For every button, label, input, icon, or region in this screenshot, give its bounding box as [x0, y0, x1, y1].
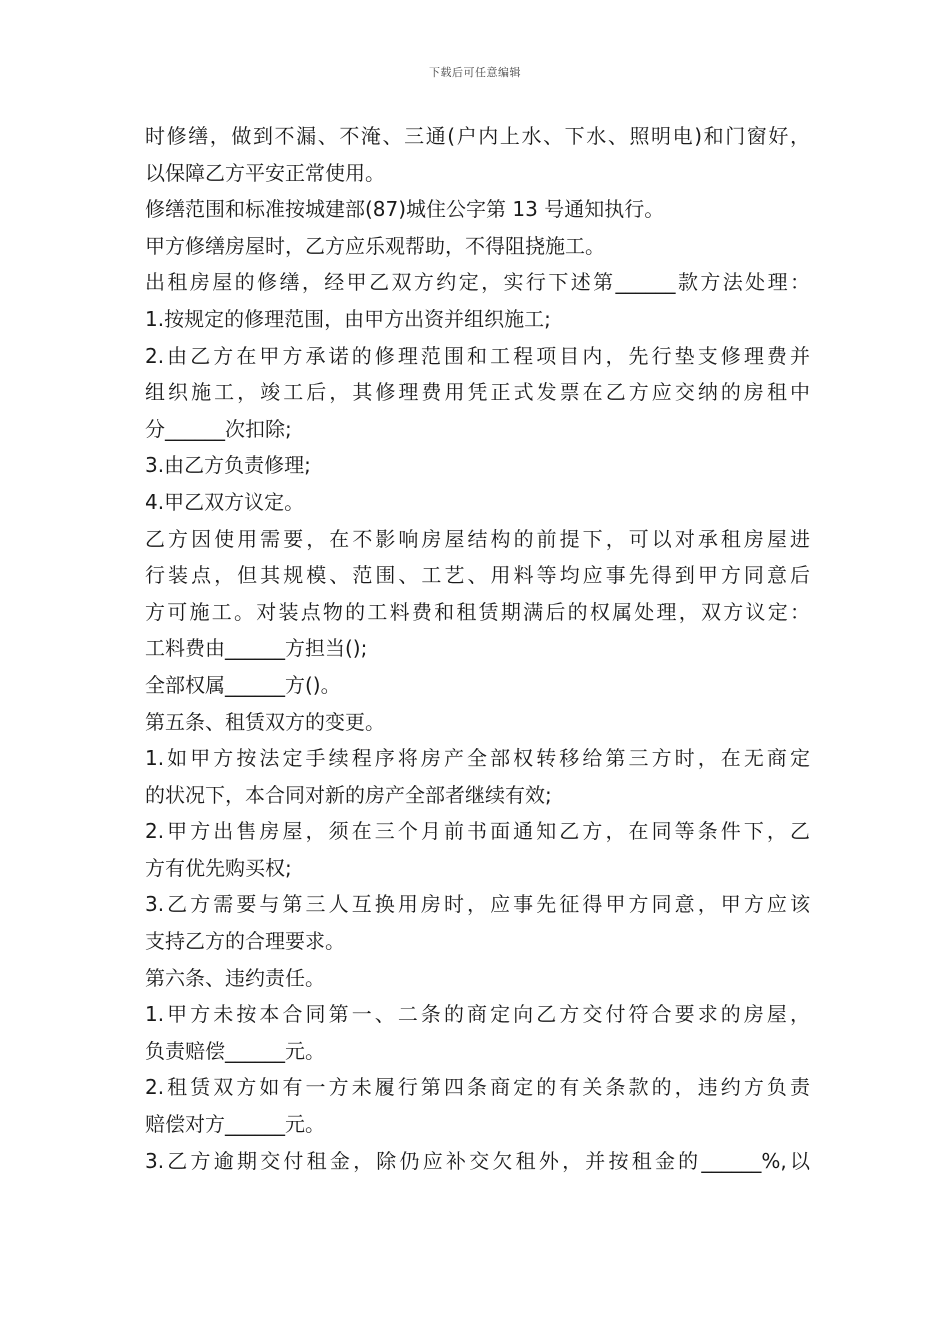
text-line: 以保障乙方平安正常使用。 — [145, 160, 385, 185]
text-line: 时修缮，做到不漏、不淹、三通(户内上水、下水、照明电)和门窗好， — [145, 124, 810, 148]
text-line: 3.由乙方负责修理; — [145, 453, 311, 478]
text-line: 出租房屋的修缮，经甲乙双方约定，实行下述第______款方法处理： — [145, 270, 810, 295]
text-line: 的状况下，本合同对新的房产全部者继续有效; — [145, 782, 552, 807]
text-line: 2.甲方出售房屋，须在三个月前书面通知乙方，在同等条件下，乙 — [145, 819, 810, 844]
text-line: 第五条、租赁双方的变更。 — [145, 709, 385, 734]
text-line: 工料费由______方担当(); — [145, 636, 368, 661]
text-line: 1.甲方未按本合同第一、二条的商定向乙方交付符合要求的房屋， — [145, 1002, 810, 1027]
text-line: 组织施工，竣工后，其修理费用凭正式发票在乙方应交纳的房租中 — [145, 380, 810, 405]
text-line: 4.甲乙双方议定。 — [145, 489, 305, 514]
text-line: 全部权属______方()。 — [145, 672, 341, 697]
text-line: 甲方修缮房屋时，乙方应乐观帮助，不得阻挠施工。 — [145, 233, 605, 258]
text-line: 修缮范围和标准按城建部(87)城住公字第 13 号通知执行。 — [145, 197, 665, 222]
page-header: 下载后可任意编辑 — [429, 66, 521, 79]
text-line: 负责赔偿______元。 — [145, 1038, 325, 1063]
text-line: 乙方因使用需要，在不影响房屋结构的前提下，可以对承租房屋进 — [145, 526, 810, 551]
document-body — [145, 118, 810, 1179]
text-line: 赔偿对方______元。 — [145, 1112, 325, 1137]
text-line: 第六条、违约责任。 — [145, 965, 325, 990]
text-line: 分______次扣除; — [145, 416, 292, 441]
text-line: 方有优先购买权; — [145, 855, 292, 880]
text-line: 1.如甲方按法定手续程序将房产全部权转移给第三方时，在无商定 — [145, 746, 810, 771]
text-line: 2.租赁双方如有一方未履行第四条商定的有关条款的，违约方负责 — [145, 1075, 810, 1100]
text-line: 3.乙方逾期交付租金，除仍应补交欠租外，并按租金的______%,以 — [145, 1148, 810, 1173]
text-line: 3.乙方需要与第三人互换用房时，应事先征得甲方同意，甲方应该 — [145, 892, 810, 917]
text-line: 方可施工。对装点物的工料费和租赁期满后的权属处理，双方议定： — [145, 599, 810, 624]
text-line: 行装点，但其规模、范围、工艺、用料等均应事先得到甲方同意后 — [145, 563, 810, 588]
text-line: 1.按规定的修理范围，由甲方出资并组织施工; — [145, 306, 551, 331]
text-line: 支持乙方的合理要求。 — [145, 929, 345, 954]
text-line: 2.由乙方在甲方承诺的修理范围和工程项目内，先行垫支修理费并 — [145, 343, 810, 368]
